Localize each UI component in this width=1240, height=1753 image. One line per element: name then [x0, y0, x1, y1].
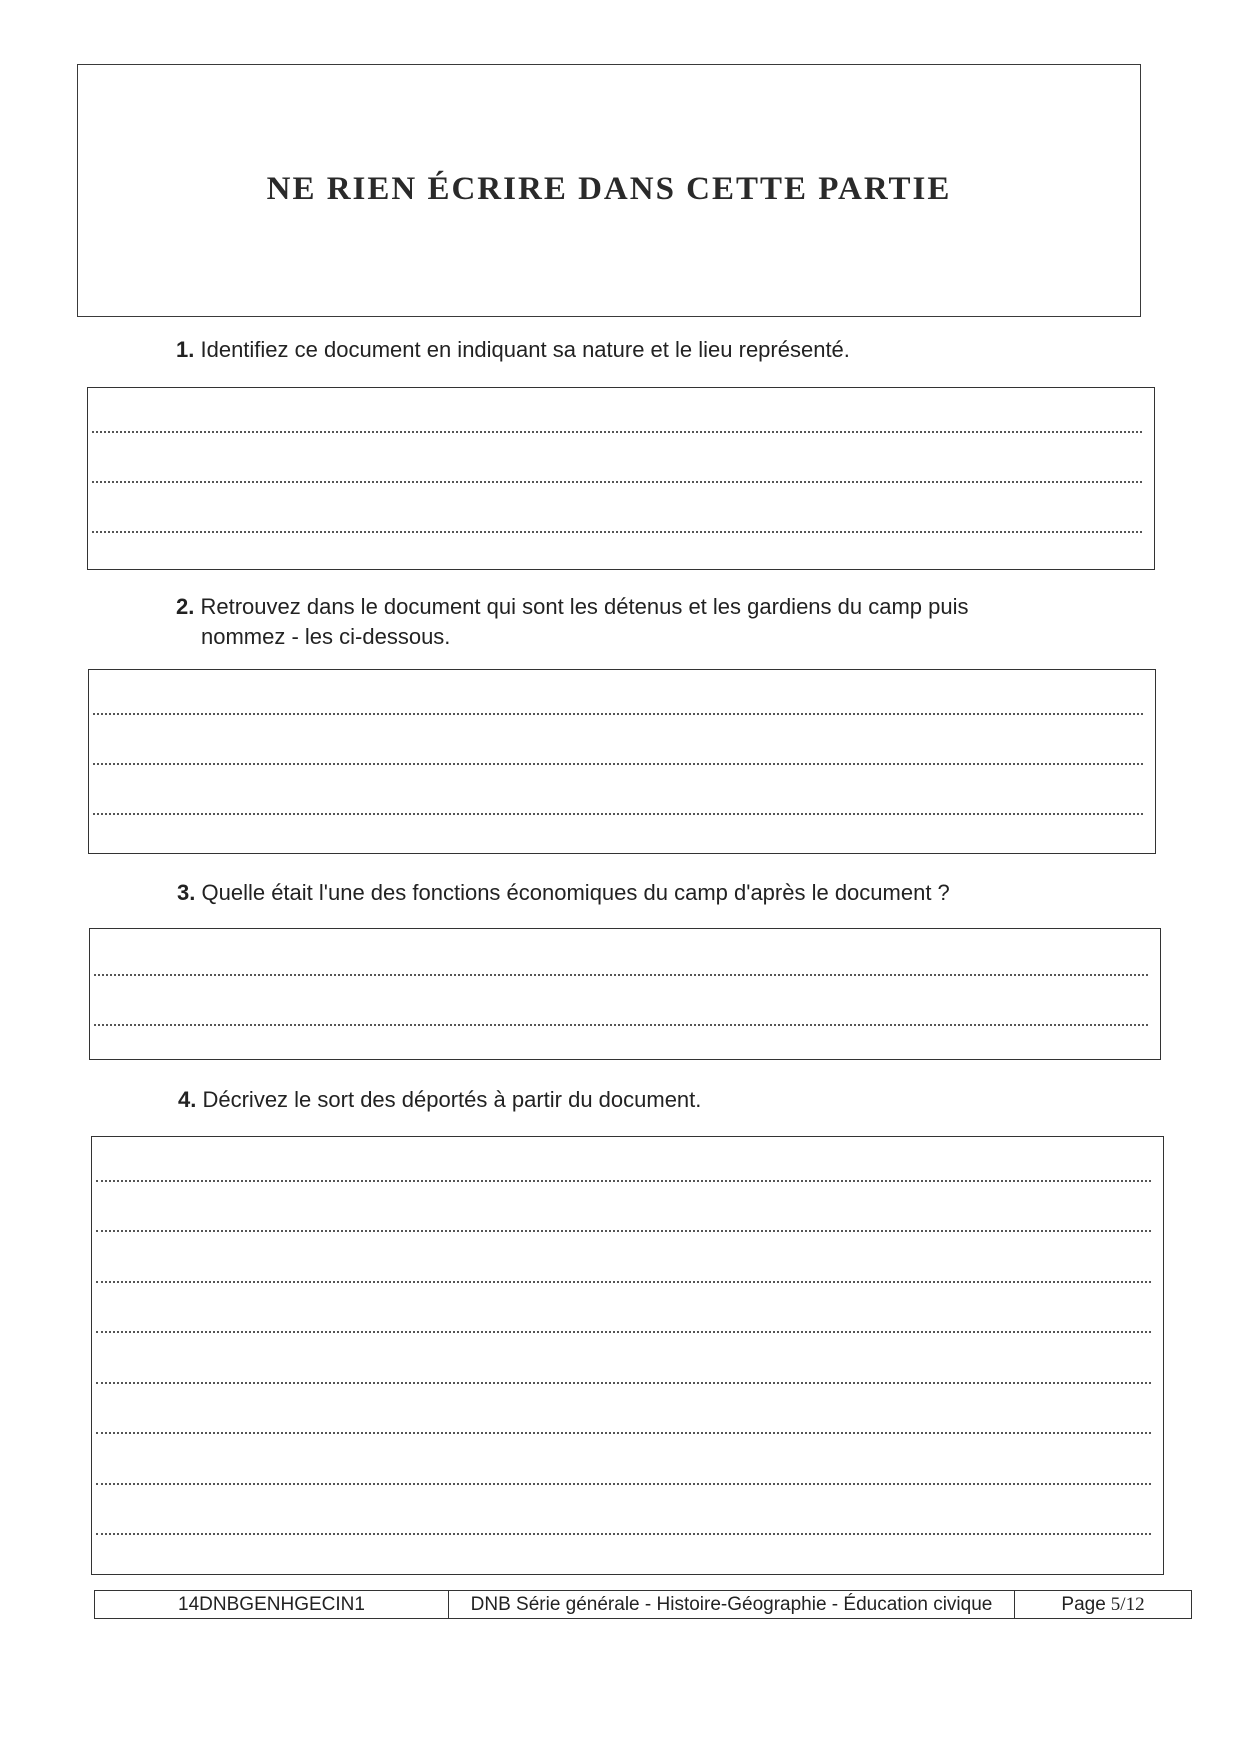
footer-description: DNB Série générale - Histoire-Géographie - Éducation civique: [449, 1591, 1015, 1618]
answer-line[interactable]: [93, 763, 1143, 765]
question-text-line2: nommez - les ci-dessous.: [201, 624, 451, 649]
footer-page-number: 5/12: [1110, 1593, 1145, 1615]
answer-line[interactable]: [94, 1024, 1148, 1026]
footer-code: 14DNBGENHGECIN1: [95, 1591, 449, 1618]
no-write-zone: [77, 64, 1141, 317]
answer-line[interactable]: [93, 713, 1143, 715]
answer-line[interactable]: [92, 531, 1142, 533]
answer-line[interactable]: [96, 1281, 1151, 1283]
question-text: Quelle était l'une des fonctions économiques du camp d'après le document ?: [201, 880, 950, 905]
no-write-title: NE RIEN ÉCRIRE DANS CETTE PARTIE: [266, 171, 952, 207]
answer-line[interactable]: [96, 1432, 1151, 1434]
answer-line[interactable]: [92, 481, 1142, 483]
answer-box-3[interactable]: [89, 928, 1161, 1060]
answer-line[interactable]: [96, 1230, 1151, 1232]
answer-line[interactable]: [94, 974, 1148, 976]
question-text-line1: Retrouvez dans le document qui sont les détenus et les gardiens du camp puis: [200, 594, 969, 619]
question-3: [177, 878, 950, 908]
answer-box-1[interactable]: [87, 387, 1155, 570]
question-number: 2.: [176, 594, 195, 619]
footer-page-label: Page: [1061, 1593, 1106, 1615]
footer-page: [1015, 1591, 1191, 1618]
question-text: Identifiez ce document en indiquant sa nature et le lieu représenté.: [200, 337, 850, 362]
answer-box-2[interactable]: [88, 669, 1156, 854]
question-1: [176, 335, 850, 365]
answer-line[interactable]: [92, 431, 1142, 433]
page-footer: [94, 1590, 1192, 1619]
question-text: Décrivez le sort des déportés à partir du document.: [202, 1087, 702, 1112]
answer-box-4[interactable]: [91, 1136, 1164, 1575]
answer-line[interactable]: [96, 1533, 1151, 1535]
question-number: 1.: [176, 337, 195, 362]
answer-line[interactable]: [96, 1331, 1151, 1333]
question-number: 4.: [178, 1087, 197, 1112]
question-2: [176, 592, 969, 652]
question-number: 3.: [177, 880, 196, 905]
answer-line[interactable]: [96, 1483, 1151, 1485]
question-4: [178, 1085, 701, 1115]
answer-line[interactable]: [93, 813, 1143, 815]
answer-line[interactable]: [96, 1180, 1151, 1182]
answer-line[interactable]: [96, 1382, 1151, 1384]
